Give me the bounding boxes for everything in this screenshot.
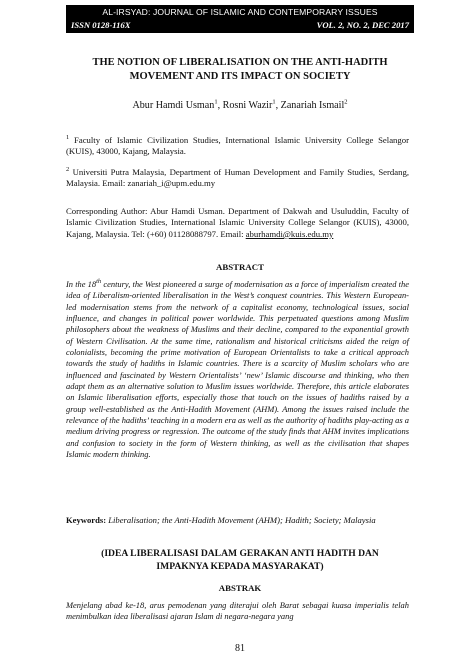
abstract-lead: In the 18 — [66, 279, 97, 289]
journal-name: AL-IRSYAD: JOURNAL OF ISLAMIC AND CONTEMPORARY ISSUES — [102, 7, 378, 17]
journal-header-bar — [66, 5, 414, 33]
malay-title-line-1: (IDEA LIBERALISASI DALAM GERAKAN ANTI HADITH DAN — [101, 548, 379, 559]
author-name-3: Zanariah Ismail — [280, 100, 345, 111]
abstrak-body: Menjelang abad ke-18, arus pemodenan yang diterajui oleh Barat sebagai kuasa imperialis telah menimbulkan idea liberalisasi ajaran Islam di negara-negara yang — [66, 600, 409, 622]
malay-title — [66, 548, 414, 573]
affiliation-2 — [66, 167, 409, 190]
corresponding-author — [66, 206, 409, 240]
author-list: Abur Hamdi Usman$^1$, Rosni Wazir$^1$, Zanariah Ismail$^2$ — [132, 98, 348, 111]
affiliation-1-sup: 1 — [66, 134, 70, 142]
abstract-heading: ABSTRACT — [216, 262, 264, 272]
author-sup-3: 2 — [344, 98, 348, 106]
affiliation-1 — [66, 135, 409, 158]
author-sup-2: 1 — [272, 98, 276, 106]
paper-title — [66, 56, 414, 84]
keywords-list: Liberalisation; the Anti-Hadith Movement (AHM); Hadith; Society; Malaysia — [106, 515, 376, 525]
keywords — [66, 515, 409, 526]
author-name-1: Abur Hamdi Usman — [132, 100, 215, 111]
malay-title-line-2: IMPAKNYA KEPADA MASYARAKAT) — [156, 560, 324, 572]
abstrak-heading: ABSTRAK — [218, 583, 262, 593]
abstract-text: century, the West pioneered a surge of modernisation as a force of imperialism created the idea of Liberalism-oriented liberalisation in the West’s conquest countries. This Western European-led modernisation stems from the network of a capitalist economy, technological issues, social influence, and changes in political power worldwide. This perpetuated questions among Muslim philosophers about the weakness of Muslims and their decline, compared to the exponential growth of Western Civilisation. At the same time, rationalism and historical criticisms aided the reign of colonialists, becoming the prime motivation of European Orientalists to take a critical approach towards the study of hadiths in Islamic countries. There is a scarcity of Muslim scholars who are influenced and fascinated by Western Orientalists’ ‘new’ Islamic discourse and thinking, who then adapt them as an alternative solution to Muslim issues worldwide. Therefore, this article elaborates on Islamic liberalisation efforts, especially those that touch on the issues of hadiths raised by a group well-established as the Anti-Hadith Movement (AHM). Among the issues raised include the relevance of the hadiths’ teaching in a modern era as well as the authority of hadiths play-acting as a medium driving progress or regression. The outcome of the study finds that AHM invites implications and confusion to society in the form of Western thinking, as well as the civilisation that shapes Islamic modern thinking. — [66, 279, 409, 460]
abstract-lead-sup: th — [96, 278, 102, 286]
affiliation-2-text: Universiti Putra Malaysia, Department of Human Development and Family Studies, Serdang, Malaysia. Email: zanariah_i@upm.edu.my — [66, 167, 409, 189]
corresponding-email-link[interactable]: aburhamdi@kuis.edu.my — [245, 228, 334, 239]
paper-title-line-2: MOVEMENT AND ITS IMPACT ON SOCIETY — [129, 71, 351, 82]
paper-title-line-1: THE NOTION OF LIBERALISATION ON THE ANTI-HADITH — [92, 57, 388, 68]
affiliation-1-text: Faculty of Islamic Civilization Studies, International Islamic University College Selangor (KUIS), 43000, Kajang, Malaysia. — [66, 135, 409, 157]
author-name-2: Rosni Wazir — [222, 100, 273, 111]
issn-label: ISSN 0128-116X — [71, 20, 131, 30]
corresponding-author-text: Corresponding Author: Abur Hamdi Usman. Department of Dakwah and Usuluddin, Faculty of Islamic Civilization Studies, International Islamic University College Selangor (KUIS), 43000, Kajang, Malaysia. Tel: (+60) 01128088797. Email: — [66, 206, 409, 239]
page-number: 81 — [235, 643, 245, 654]
affiliation-2-sup: 2 — [66, 166, 70, 174]
abstract-body — [66, 279, 409, 461]
author-sup-1: 1 — [214, 98, 218, 106]
volume-label: VOL. 2, NO. 2, DEC 2017 — [316, 20, 409, 30]
keywords-label: Keywords: — [66, 515, 107, 525]
